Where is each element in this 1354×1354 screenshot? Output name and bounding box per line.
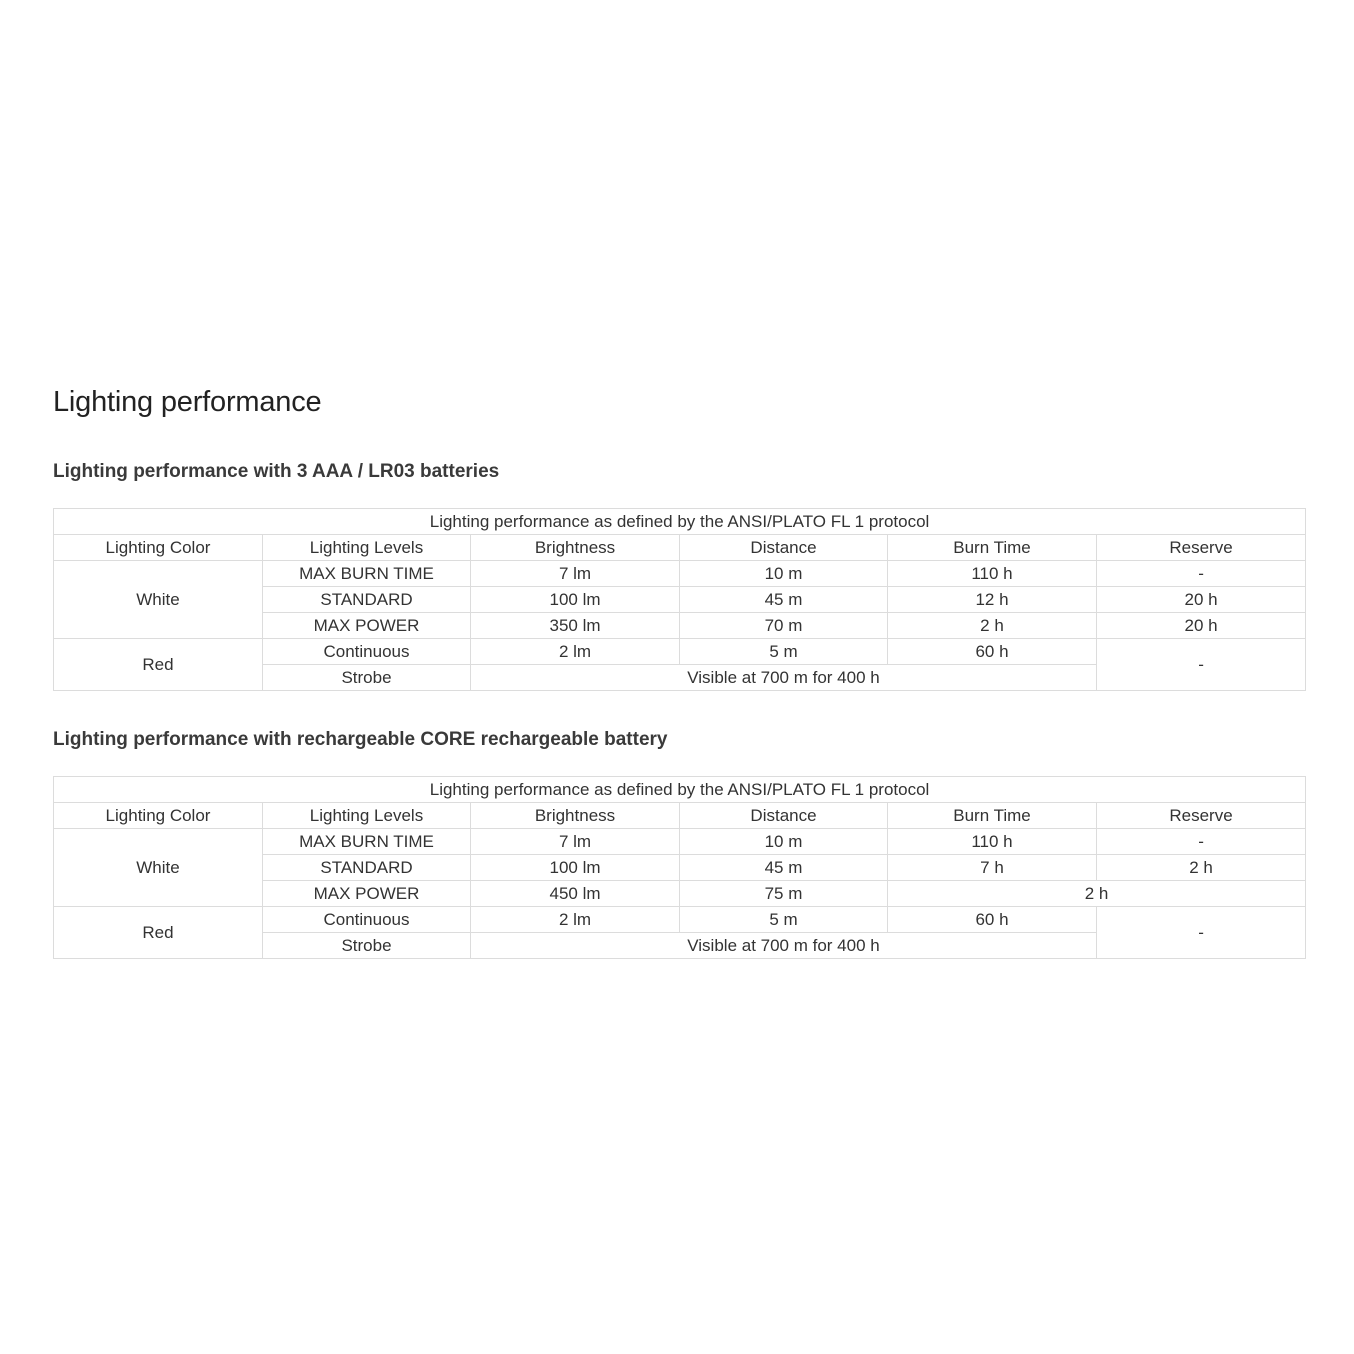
column-header: Distance	[680, 803, 888, 829]
burn-time-cell: 2 h	[888, 613, 1097, 639]
brightness-cell: 2 lm	[471, 907, 680, 933]
reserve-cell: -	[1097, 829, 1306, 855]
lighting-level-cell: MAX BURN TIME	[263, 829, 471, 855]
distance-cell: 10 m	[680, 561, 888, 587]
column-header: Burn Time	[888, 535, 1097, 561]
lighting-level-cell: Strobe	[263, 665, 471, 691]
column-header: Brightness	[471, 535, 680, 561]
column-header: Reserve	[1097, 803, 1306, 829]
distance-cell: 45 m	[680, 855, 888, 881]
lighting-level-cell: STANDARD	[263, 855, 471, 881]
column-header: Lighting Color	[54, 535, 263, 561]
brightness-cell: 100 lm	[471, 855, 680, 881]
table-header-row	[54, 803, 1306, 829]
table-row	[54, 829, 1306, 855]
reserve-cell: -	[1097, 639, 1306, 691]
distance-cell: 10 m	[680, 829, 888, 855]
strobe-visibility-cell: Visible at 700 m for 400 h	[471, 665, 1097, 691]
distance-cell: 70 m	[680, 613, 888, 639]
column-header: Lighting Levels	[263, 803, 471, 829]
brightness-cell: 100 lm	[471, 587, 680, 613]
burn-time-cell: 60 h	[888, 907, 1097, 933]
brightness-cell: 350 lm	[471, 613, 680, 639]
lighting-level-cell: Continuous	[263, 639, 471, 665]
burn-time-cell: 7 h	[888, 855, 1097, 881]
table-row	[54, 907, 1306, 933]
lighting-level-cell: Strobe	[263, 933, 471, 959]
burn-time-reserve-cell: 2 h	[888, 881, 1306, 907]
brightness-cell: 2 lm	[471, 639, 680, 665]
strobe-visibility-cell: Visible at 700 m for 400 h	[471, 933, 1097, 959]
reserve-cell: 20 h	[1097, 613, 1306, 639]
column-header: Distance	[680, 535, 888, 561]
table-caption-row	[54, 777, 1306, 803]
table-caption-row	[54, 509, 1306, 535]
reserve-cell: 2 h	[1097, 855, 1306, 881]
lighting-level-cell: MAX POWER	[263, 881, 471, 907]
lighting-level-cell: STANDARD	[263, 587, 471, 613]
page-title: Lighting performance	[53, 386, 322, 418]
lighting-level-cell: Continuous	[263, 907, 471, 933]
lighting-color-cell: White	[54, 829, 263, 907]
column-header: Brightness	[471, 803, 680, 829]
table-caption: Lighting performance as defined by the ANSI/PLATO FL 1 protocol	[54, 509, 1306, 535]
burn-time-cell: 60 h	[888, 639, 1097, 665]
table-header-row	[54, 535, 1306, 561]
column-header: Lighting Levels	[263, 535, 471, 561]
column-header: Burn Time	[888, 803, 1097, 829]
table-caption: Lighting performance as defined by the ANSI/PLATO FL 1 protocol	[54, 777, 1306, 803]
reserve-cell: -	[1097, 907, 1306, 959]
burn-time-cell: 110 h	[888, 829, 1097, 855]
brightness-cell: 450 lm	[471, 881, 680, 907]
brightness-cell: 7 lm	[471, 561, 680, 587]
burn-time-cell: 12 h	[888, 587, 1097, 613]
column-header: Lighting Color	[54, 803, 263, 829]
performance-table-core-battery	[53, 776, 1306, 959]
reserve-cell: 20 h	[1097, 587, 1306, 613]
lighting-color-cell: White	[54, 561, 263, 639]
table-row	[54, 639, 1306, 665]
distance-cell: 75 m	[680, 881, 888, 907]
lighting-level-cell: MAX POWER	[263, 613, 471, 639]
burn-time-cell: 110 h	[888, 561, 1097, 587]
distance-cell: 45 m	[680, 587, 888, 613]
distance-cell: 5 m	[680, 907, 888, 933]
performance-table-aaa-batteries	[53, 508, 1306, 691]
lighting-color-cell: Red	[54, 907, 263, 959]
distance-cell: 5 m	[680, 639, 888, 665]
brightness-cell: 7 lm	[471, 829, 680, 855]
lighting-level-cell: MAX BURN TIME	[263, 561, 471, 587]
lighting-color-cell: Red	[54, 639, 263, 691]
column-header: Reserve	[1097, 535, 1306, 561]
section-heading-core-battery: Lighting performance with rechargeable CORE rechargeable battery	[53, 729, 668, 750]
section-heading-aaa-batteries: Lighting performance with 3 AAA / LR03 batteries	[53, 461, 500, 482]
reserve-cell: -	[1097, 561, 1306, 587]
table-row	[54, 561, 1306, 587]
